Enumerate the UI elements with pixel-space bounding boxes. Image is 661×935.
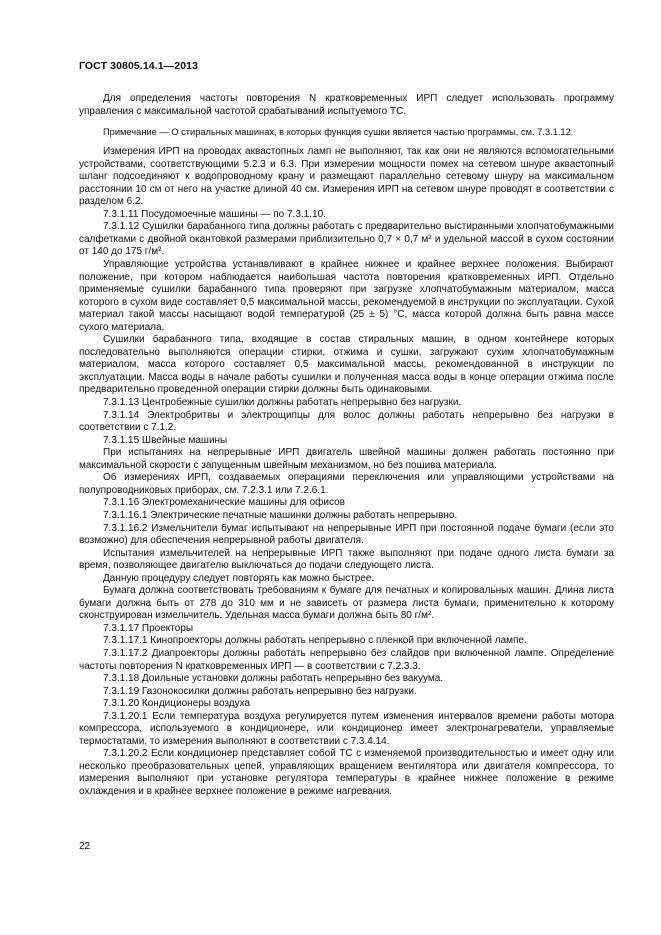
paragraph: Управляющие устройства устанавливают в крайнее нижнее и крайнее верхнее положения. Выбирают положение, при котором наблюдается наибольшая частота повторения кратковременных ИРП. Отдельно применяемые сушилки барабанного типа проверяют при загрузке хлопчатобумажным материалом, масса которого в сухом виде составляет 0,5 максимальной массы, рекомендуемой в инструкции по эксплуатации. Сухой материал такой массы насыщают водой температурой (25 ± 5) °С, масса которой должна быть равна массе сухого материала. bbox=[79, 259, 614, 333]
document-body bbox=[79, 93, 614, 799]
note-paragraph: Примечание — О стиральных машинах, в которых функция сушки является частью программы, см. 7.3.1.12. bbox=[103, 127, 574, 138]
paragraph: Об измерениях ИРП, создаваемых операциями переключения или управляющими устройствами на полупроводниковых приборах, см. 7.2.3.1 или 7.2.6.1. bbox=[79, 472, 614, 496]
paragraph: Испытания измельчителей на непрерывные ИРП также выполняют при подаче одного листа бумаги за время, позволяющее двигателю выключаться до подачи следующего листа. bbox=[79, 547, 614, 572]
paragraph: 7.3.1.20 Кондиционеры воздуха bbox=[103, 698, 251, 710]
paragraph: Бумага должна соответствовать требованиям к бумаге для печатных и копировальных машин. Длина листа бумаги должна быть от 278 до 310 мм и не зависеть от размера листа бумаги, применительно к которому сконструирован измельчитель. Удельная масса бумаги должна быть 80 г/м². bbox=[79, 585, 614, 622]
page-number: 22 bbox=[79, 841, 91, 852]
document-header: ГОСТ 30805.14.1—2013 bbox=[79, 60, 199, 72]
paragraph: 7.3.1.14 Электробритвы и электрощипцы для волос должны работать непрерывно без нагрузки в соответствии с 7.1.2. bbox=[79, 409, 614, 434]
paragraph: 7.3.1.19 Газонокосилки должны работать непрерывно без нагрузки. bbox=[103, 685, 417, 697]
paragraph: Данную процедуру следует повторять как можно быстрее. bbox=[103, 572, 375, 584]
paragraph: 7.3.1.16.2 Измельчители бумаг испытывают на непрерывные ИРП при постоянной подаче бумаги (если это возможно) для обеспечения непрерывной работы двигателя. bbox=[79, 522, 614, 547]
paragraph: 7.3.1.17.1 Кинопроекторы должны работать непрерывно с пленкой при включенной лампе. bbox=[103, 635, 527, 647]
paragraph: Сушилки барабанного типа, входящие в состав стиральных машин, в одном контейнере которых последовательно выполняются операции стирки, отжима и сушки, загружают сухим хлопчатобумажным материалом, масса которого составляет 0,5 максимальной массы, рекомендованной в инструкции по эксплуатации. Масса воды в начале работы сушилки и полученная масса воды в конце операции отжима после предварительно проведенной операции стирки должны быть одинаковыми. bbox=[79, 334, 614, 396]
paragraph: Для определения частоты повторения N кратковременных ИРП следует использовать программу управления с максимальной частотой срабатываний испытуемого ТС. bbox=[79, 93, 614, 117]
paragraph: При испытаниях на непрерывные ИРП двигатель швейной машины должен работать постоянно при максимальной скорости с запущенным швейным механизмом, но без пошива материала. bbox=[79, 447, 614, 471]
paragraph: 7.3.1.16 Электромеханические машины для офисов bbox=[103, 497, 345, 509]
paragraph: 7.3.1.17.2 Диапроекторы должны работать непрерывно без слайдов при включенной лампе. Определение частоты повторения N кратковременных ИРП — в соответствии с 7.2.3.3. bbox=[79, 647, 614, 672]
paragraph: 7.3.1.17 Проекторы bbox=[103, 622, 194, 634]
paragraph: 7.3.1.13 Центробежные сушилки должны работать непрерывно без нагрузки. bbox=[103, 397, 462, 409]
paragraph: 7.3.1.12 Сушилки барабанного типа должны работать с предварительно выстиранными хлопчатобумажными салфетками с двойной окантовкой размерами приблизительно 0,7 × 0,7 м² и удельной массой в сухом состоянии от 140 до 175 г/м². bbox=[79, 221, 614, 258]
paragraph: Измерения ИРП на проводах аквастопных ламп не выполняют, так как они не являются вспомогательными устройствами, соответствующими 5.2.3 и 6.3. При измерении мощности помех на сетевом шнуре аквастопный шланг подсоединяют к водопроводному крану и размещают параллельно сетевому шнуру на максимальном расстоянии 10 см от него на участке длиной 40 см. Измерения ИРП на сетевом шнуре проводят в соответствии с разделом 6.2. bbox=[79, 146, 614, 208]
paragraph: 7.3.1.20.1 Если температура воздуха регулируется путем изменения интервалов времени работы мотора компрессора, используемого в кондиционере, или кондиционер имеет электронагреватели, управляемые термостатами, то измерения выполняют в соответствии с 7.3.4.14. bbox=[79, 710, 614, 747]
paragraph: 7.3.1.18 Доильные установки должны работать непрерывно без вакуума. bbox=[103, 673, 444, 685]
paragraph: 7.3.1.11 Посудомоечные машины — по 7.3.1.10. bbox=[103, 208, 326, 220]
paragraph: 7.3.1.20.2 Если кондиционер представляет собой ТС с изменяемой производительностью и имеет одну или несколько преобразовательных цепей, управляющих вращением вентилятора или двигателя компрессора, то измерения выполняют при установке регулятора температуры в крайнее нижнее положение в режиме охлаждения и в крайнее верхнее положение в режиме нагревания. bbox=[79, 748, 614, 797]
paragraph: 7.3.1.15 Швейные машины bbox=[103, 434, 228, 446]
paragraph: 7.3.1.16.1 Электрические печатные машинки должны работать непрерывно. bbox=[103, 509, 458, 521]
